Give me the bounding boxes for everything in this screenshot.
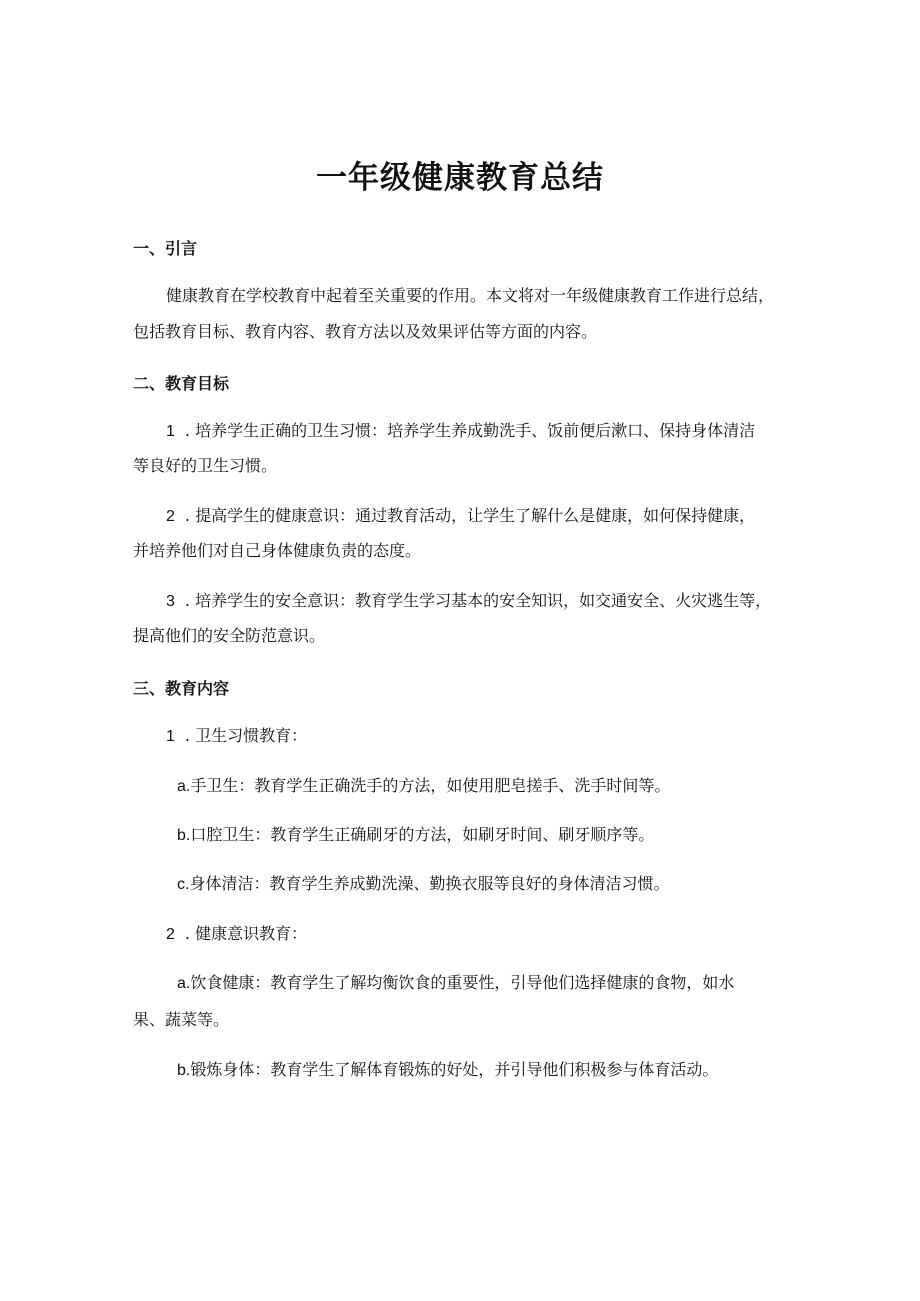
section-heading-education-goals: 二、教育目标 [133, 374, 230, 393]
goal-item-1-line-1 [166, 421, 755, 442]
list-item-text: 锻炼身体：教育学生了解体育锻炼的好处，并引导他们积极参与体育活动。 [190, 1060, 719, 1079]
goal-item-number: 2 [166, 508, 175, 525]
goal-item-1-line-2: 等良好的卫生习惯。 [133, 456, 278, 475]
goal-item-2-line-1 [166, 506, 755, 527]
intro-paragraph-line-1: 健康教育在学校教育中起着至关重要的作用。本文将对一年级健康教育工作进行总结， [166, 286, 775, 305]
content-sub-text: . 健康意识教育： [184, 924, 308, 943]
content-sub-2-label [166, 924, 307, 945]
list-marker: a. [177, 778, 191, 795]
list-item-text: 口腔卫生：教育学生正确刷牙的方法，如刷牙时间、刷牙顺序等。 [190, 825, 655, 844]
goal-item-3-line-1 [166, 591, 771, 612]
goal-item-text: . 培养学生的安全意识：教育学生学习基本的安全知识，如交通安全、火灾逃生等， [184, 591, 772, 610]
content-sub-2-item-b [177, 1060, 718, 1081]
document-title: 一年级健康教育总结 [316, 160, 604, 196]
goal-item-3-line-2: 提高他们的安全防范意识。 [133, 626, 326, 645]
goal-item-number: 1 [166, 423, 175, 440]
intro-paragraph-line-2: 包括教育目标、教育内容、教育方法以及效果评估等方面的内容。 [133, 322, 598, 341]
goal-item-2-line-2: 并培养他们对自己身体健康负责的态度。 [133, 541, 422, 560]
goal-item-number: 3 [166, 593, 175, 610]
list-item-text: 饮食健康：教育学生了解均衡饮食的重要性，引导他们选择健康的食物，如水 [190, 973, 735, 992]
content-sub-1-item-c [177, 874, 669, 895]
list-marker: b. [177, 827, 191, 844]
content-sub-number: 2 [166, 926, 175, 943]
list-marker: b. [177, 1062, 191, 1079]
list-item-text: 手卫生：教育学生正确洗手的方法，如使用肥皂搓手、洗手时间等。 [190, 776, 671, 795]
content-sub-1-label [166, 726, 307, 747]
content-sub-1-item-a [177, 776, 670, 797]
list-item-text: 身体清洁：教育学生养成勤洗澡、勤换衣服等良好的身体清洁习惯。 [189, 874, 670, 893]
list-marker: a. [177, 975, 191, 992]
section-heading-education-content: 三、教育内容 [133, 679, 230, 698]
goal-item-text: . 提高学生的健康意识：通过教育活动，让学生了解什么是健康，如何保持健康， [184, 506, 756, 525]
section-heading-introduction: 一、引言 [133, 239, 198, 258]
content-sub-text: . 卫生习惯教育： [184, 726, 308, 745]
goal-item-text: . 培养学生正确的卫生习惯：培养学生养成勤洗手、饭前便后漱口、保持身体清洁 [184, 421, 756, 440]
content-sub-2-item-a-line-2: 果、蔬菜等。 [133, 1010, 230, 1029]
content-sub-1-item-b [177, 825, 654, 846]
list-marker: c. [177, 876, 190, 893]
content-sub-2-item-a-line-1 [177, 973, 734, 994]
content-sub-number: 1 [166, 728, 175, 745]
